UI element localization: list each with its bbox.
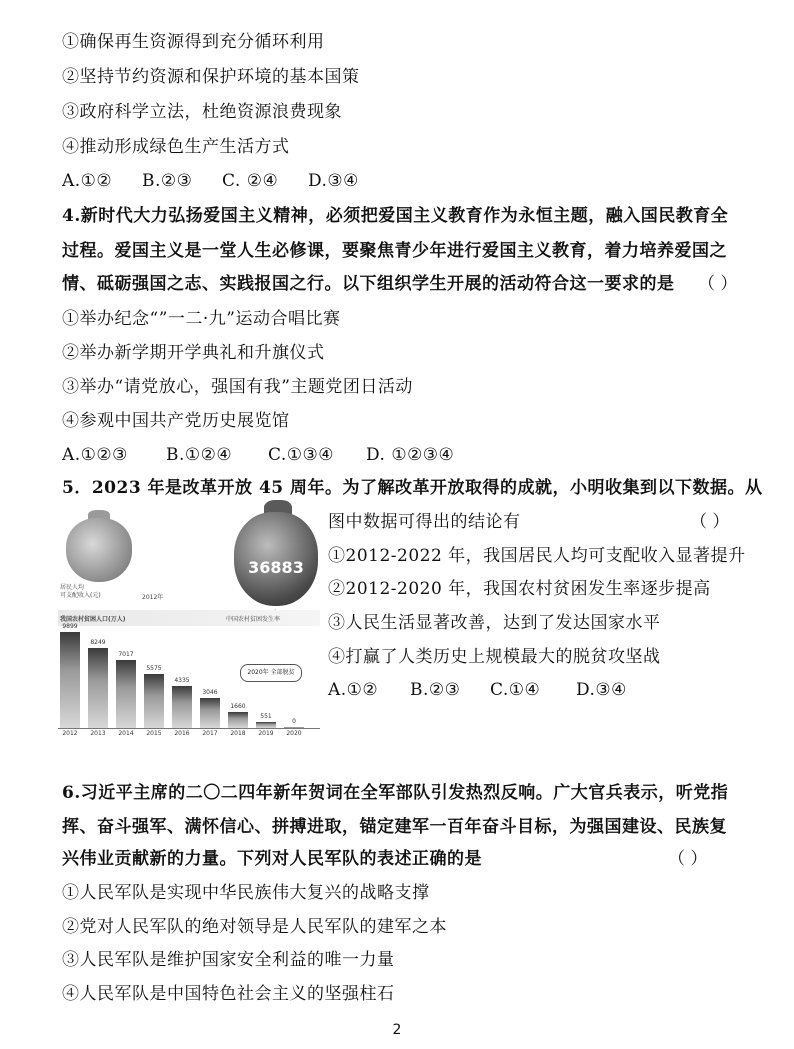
q4-choice-b: B.①②④ [166,445,233,465]
money-bag-2012-icon [66,518,132,582]
q3-choice-a: A.①② [62,171,113,191]
small-bag-caption: 居民人均 可支配收入(元) [60,584,101,599]
bar-value-label: 9899 [62,623,78,630]
q4-choice-c: C.①③④ [268,445,335,465]
chart-title-right: 中国农村贫困发生率 [226,616,281,623]
year-label: 2015 [146,730,162,737]
q3-choice-c: C. ②④ [222,171,279,191]
q6-option-1: ①人民军队是实现中华民族伟大复兴的战略支撑 [62,883,430,903]
q5-stem-line-2: 图中数据可得出的结论有 [328,512,521,532]
q4-option-4: ④参观中国共产党历史展览馆 [62,411,290,431]
chart-title-left: 我国农村贫困人口(万人) [60,616,126,623]
q5-choices [328,679,627,701]
bar-value-label: 4335 [174,677,190,684]
bar-value-label: 7017 [118,651,134,658]
bar-2017 [200,698,220,728]
q3-option-1: ①确保再生资源得到充分循环利用 [62,32,325,52]
q3-choice-b: B.②③ [142,171,193,191]
page-number: 2 [392,1022,402,1038]
q4-stem-line-2: 过程。爱国主义是一堂人生必修课，要聚焦青少年进行爱国主义教育，着力培养爱国之 [62,241,727,261]
q4-choice-d: D. ①②③④ [366,445,455,465]
q4-choice-a: A.①②③ [62,445,128,465]
q5-answer-paren: （ ） [690,512,730,532]
q6-stem-line-3: 兴伟业贡献新的力量。下列对人民军队的表述正确的是 [62,849,482,869]
q3-choices [62,170,359,192]
q5-choice-a: A.①② [328,680,379,700]
bar-value-label: 5575 [146,665,162,672]
q6-option-2: ②党对人民军队的绝对领导是人民军队的建军之本 [62,917,447,937]
q6-option-3: ③人民军队是维护国家安全利益的唯一力量 [62,950,395,970]
q5-data-figure [58,500,320,742]
chart-axis [58,728,320,729]
q5-option-4: ④打赢了人类历史上规模最大的脱贫攻坚战 [328,647,661,667]
bar-value-label: 1660 [230,703,246,710]
year-label: 2018 [230,730,246,737]
q6-stem-line-2: 挥、奋斗强军、满怀信心、拼搏进取，锚定建军一百年奋斗目标，为强国建设、民族复 [62,817,727,837]
q3-option-2: ②坚持节约资源和保护环境的基本国策 [62,67,360,87]
bar-value-label: 3046 [202,689,218,696]
q4-option-3: ③举办“请党放心，强国有我”主题党团日活动 [62,377,413,397]
q4-answer-paren: （ ） [698,274,738,294]
bar-value-label: 0 [292,718,296,725]
q6-stem-line-1: 6.习近平主席的二〇二四年新年贺词在全军部队引发热烈反响。广大官兵表示，听党指 [62,783,729,803]
bar-2013 [88,648,108,728]
q5-option-2: ②2012-2020 年，我国农村贫困发生率逐步提高 [328,579,711,599]
q5-choice-c: C.①④ [490,680,541,700]
q6-option-4: ④人民军队是中国特色社会主义的坚强柱石 [62,984,395,1004]
bar-value-label: 8249 [90,639,106,646]
q6-answer-paren: （ ） [668,849,708,869]
q3-choice-d: D.③④ [308,171,359,191]
year-label: 2014 [118,730,134,737]
year-label: 2016 [174,730,190,737]
bar-value-label: 551 [260,713,272,720]
q5-stem-line-1: 5．2023 年是改革开放 45 周年。为了解改革开放取得的成就，小明收集到以下数据。从 [62,478,763,498]
bar-2014 [116,660,136,728]
q5-option-1: ①2012-2022 年，我国居民人均可支配收入显著提升 [328,546,746,566]
q4-choices [62,444,454,466]
q3-option-4: ④推动形成绿色生产生活方式 [62,137,290,157]
q5-choice-d: D.③④ [576,680,627,700]
big-bag-value: 36883 [248,558,304,577]
bar-2015 [144,674,164,728]
q4-stem-line-3: 情、砥砺强国之志、实践报国之行。以下组织学生开展的活动符合这一要求的是 [62,274,675,294]
small-bag-year: 2012年 [142,594,164,601]
q5-choice-b: B.②③ [410,680,461,700]
year-label: 2019 [258,730,274,737]
bar-2012 [60,632,80,728]
q5-option-3: ③人民生活显著改善，达到了发达国家水平 [328,613,661,633]
year-label: 2020 [286,730,302,737]
bar-2018 [228,712,248,728]
year-label: 2017 [202,730,218,737]
callout-badge: 2020年 全部脱贫 [240,664,302,682]
q4-option-2: ②举办新学期开学典礼和升旗仪式 [62,343,325,363]
q4-stem-line-1: 4.新时代大力弘扬爱国主义精神，必须把爱国主义教育作为永恒主题，融入国民教育全 [62,206,729,226]
bar-2016 [172,686,192,728]
q3-option-3: ③政府科学立法，杜绝资源浪费现象 [62,102,342,122]
q4-option-1: ①举办纪念“”一二·九”运动合唱比赛 [62,309,341,329]
year-label: 2012 [62,730,78,737]
year-label: 2013 [90,730,106,737]
